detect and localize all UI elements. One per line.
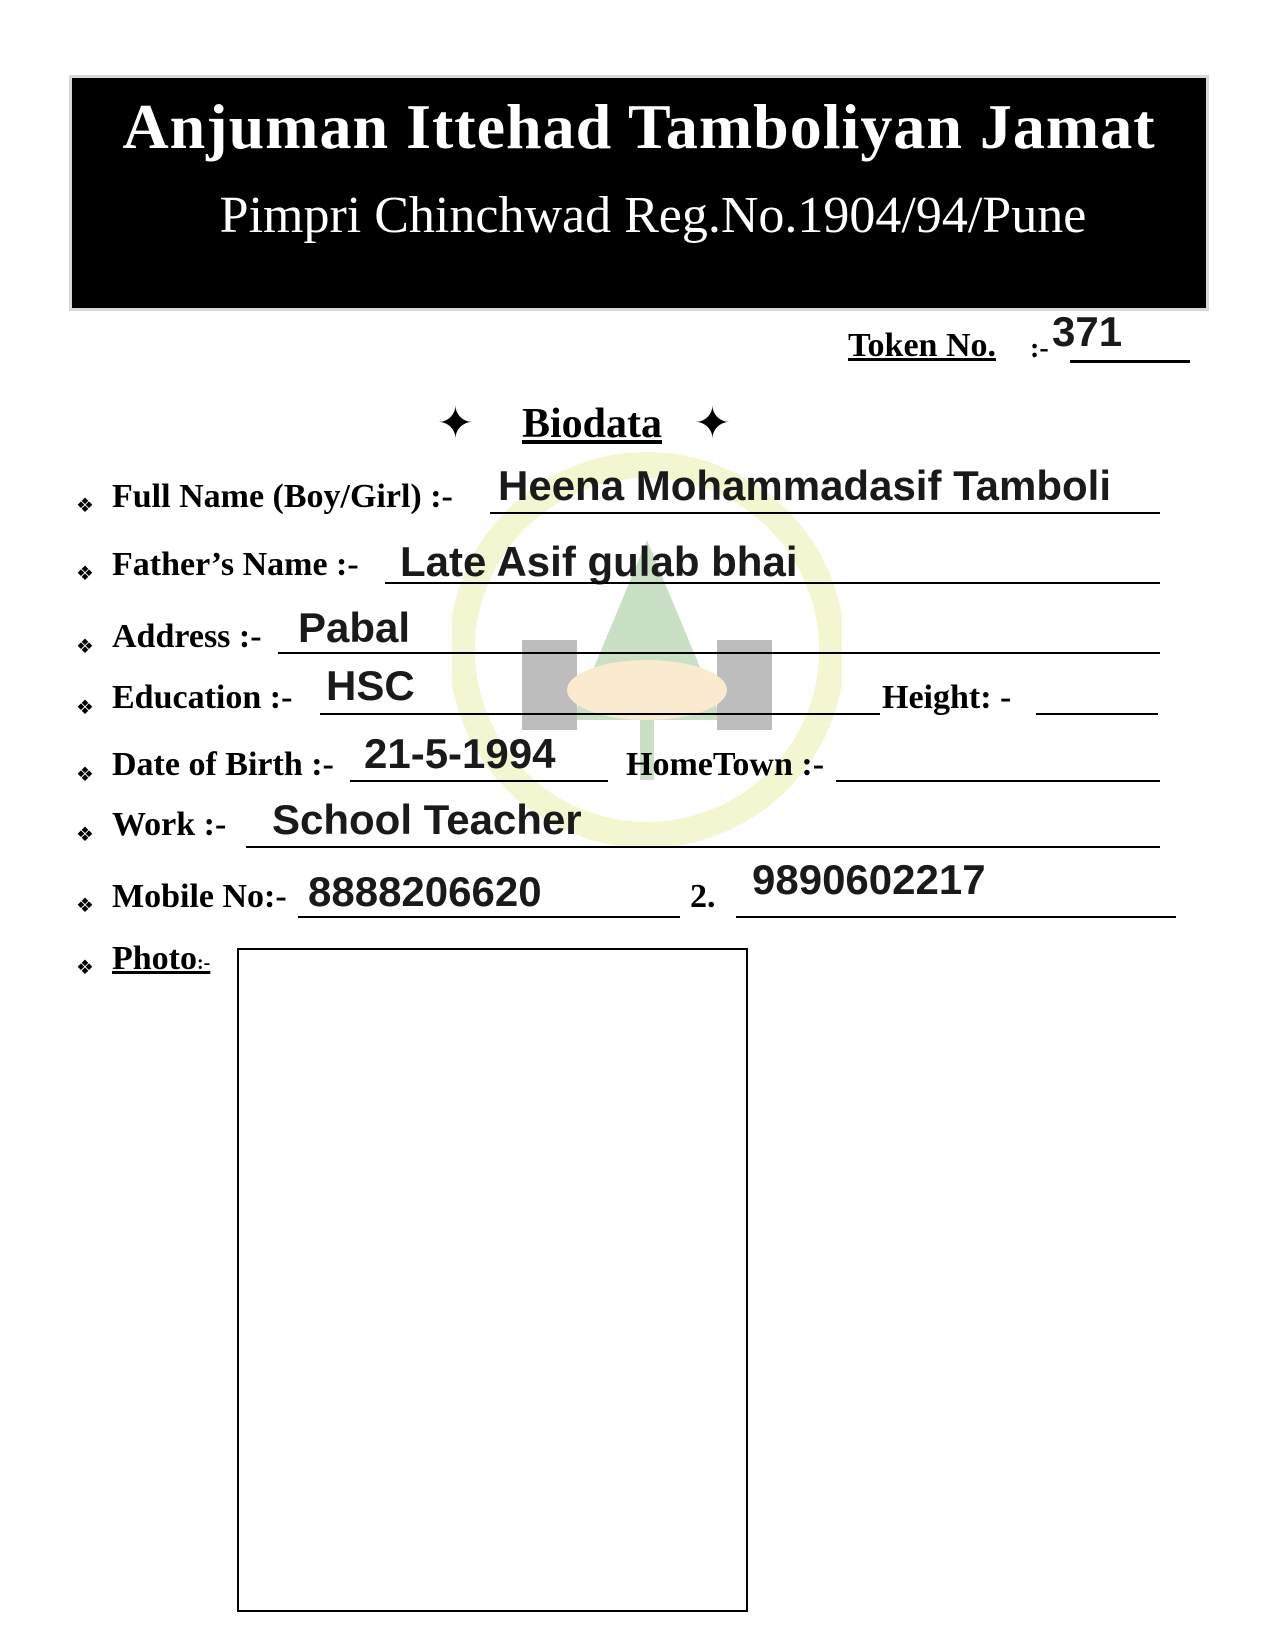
diamond-bullet-icon: ❖	[76, 563, 94, 585]
father-name-label: Father’s Name :-	[112, 546, 359, 583]
mobile2-line	[736, 916, 1176, 918]
full-name-value: Heena Mohammadasif Tamboli	[498, 462, 1112, 509]
diamond-bullet-icon: ❖	[76, 764, 94, 786]
mobile2-label: 2.	[690, 878, 716, 915]
mobile-line	[298, 916, 680, 918]
full-name-label: Full Name (Boy/Girl) :-	[112, 478, 453, 515]
hometown-line	[836, 780, 1160, 782]
dob-line	[350, 780, 608, 782]
diamond-bullet-icon: ❖	[76, 957, 94, 979]
diamond-bullet-icon: ❖	[76, 636, 94, 658]
work-value: School Teacher	[272, 796, 582, 843]
diamond-bullet-icon: ❖	[76, 495, 94, 517]
hometown-label: HomeTown :-	[626, 746, 825, 783]
diamond-bullet-icon: ❖	[76, 824, 94, 846]
work-label: Work :-	[112, 806, 227, 843]
header-banner	[72, 78, 1206, 308]
education-value: HSC	[326, 662, 415, 709]
height-label: Height: -	[882, 679, 1012, 716]
full-name-line	[490, 512, 1160, 514]
token-separator: :-	[1030, 333, 1049, 364]
token-value: 371	[1052, 308, 1123, 355]
token-label: Token No.	[848, 327, 997, 364]
mobile-label: Mobile No:-	[112, 878, 287, 915]
address-value: Pabal	[298, 604, 411, 651]
work-line	[246, 846, 1160, 848]
org-subtitle: Pimpri Chinchwad Reg.No.1904/94/Pune	[219, 187, 1087, 244]
mobile2-value: 9890602217	[752, 856, 986, 903]
token-underline	[1070, 360, 1190, 363]
photo-label-suffix: :-	[197, 952, 211, 974]
four-point-star-icon: ✦	[694, 399, 731, 448]
dob-label: Date of Birth :-	[112, 746, 334, 783]
father-name-line	[385, 582, 1160, 584]
father-name-value: Late Asif gulab bhai	[400, 538, 798, 585]
four-point-star-icon: ✦	[437, 399, 474, 448]
form-title: Biodata	[522, 401, 663, 447]
height-line	[1036, 713, 1158, 715]
address-label: Address :-	[112, 618, 262, 655]
diamond-bullet-icon: ❖	[76, 697, 94, 719]
org-name: Anjuman Ittehad Tamboliyan Jamat	[122, 91, 1156, 162]
education-line	[320, 713, 880, 715]
education-label: Education :-	[112, 679, 293, 716]
photo-box	[237, 948, 748, 1612]
address-line	[278, 652, 1160, 654]
diamond-bullet-icon: ❖	[76, 895, 94, 917]
photo-label-text: Photo	[112, 940, 197, 977]
dob-value: 21-5-1994	[364, 730, 556, 777]
photo-label	[112, 940, 210, 978]
mobile-value: 8888206620	[308, 868, 542, 915]
